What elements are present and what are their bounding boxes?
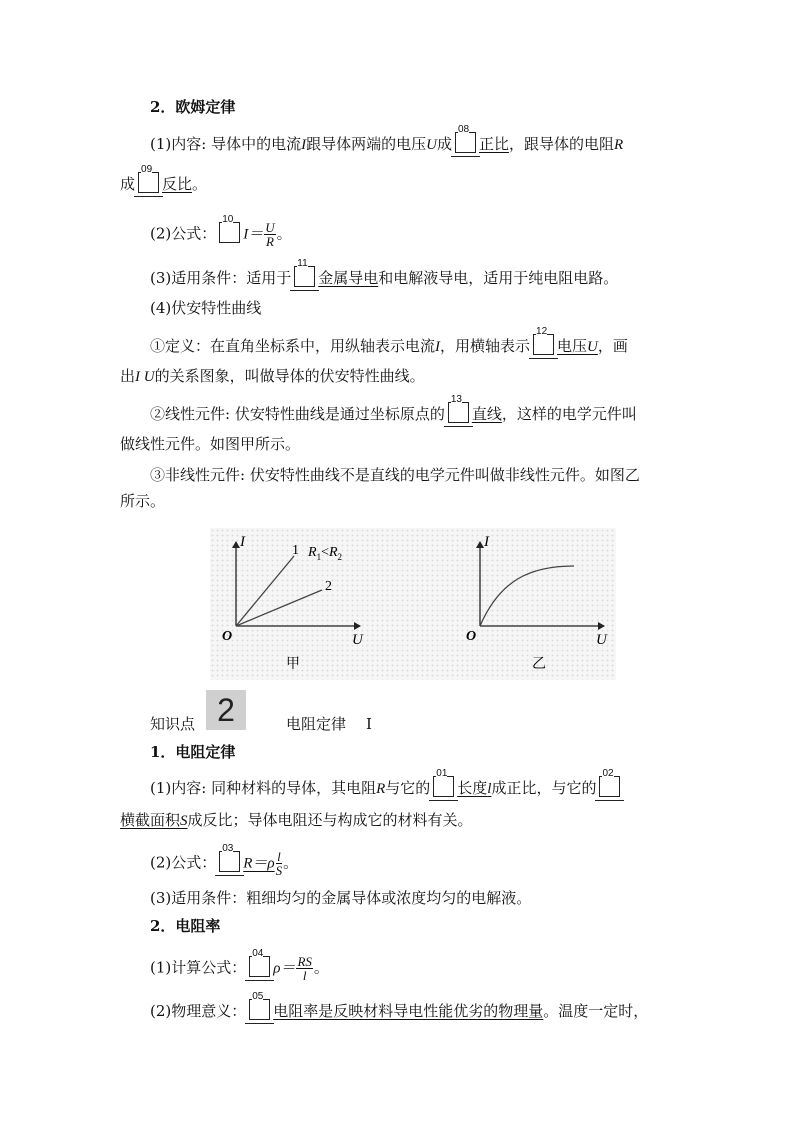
answer-inverse-proportion: 反比 xyxy=(162,175,193,193)
right-nonlinear-curve xyxy=(480,566,574,626)
answer-box-13[interactable]: 13 xyxy=(448,402,469,423)
resistance-formula-fraction: $\frac{l}{S}$ xyxy=(275,849,283,878)
section-heading-resistivity: 2．电阻率 xyxy=(150,917,221,935)
linear-element-line1: ②线性元件: 伏安特性曲线是通过坐标原点的 13 直线，这样的电学元件叫 xyxy=(150,394,637,423)
nonlinear-element-line1: ③非线性元件: 伏安特性曲线不是直线的电学元件叫做非线性元件。如图乙 xyxy=(150,466,640,484)
section-heading-resistance-law: 1．电阻定律 xyxy=(150,743,236,761)
answer-box-11[interactable]: 11 xyxy=(294,266,315,287)
answer-box-12[interactable]: 12 xyxy=(533,334,554,355)
answer-box-05[interactable]: 05 xyxy=(249,999,270,1020)
answer-box-01[interactable]: 01 xyxy=(433,776,454,797)
ohm-content-line1: (1)内容: 导体中的电流I跟导体两端的电压U成 08 正比，跟导体的电阻R xyxy=(150,124,624,153)
left-line-2 xyxy=(236,590,322,626)
resistivity-formula-fraction: $\frac{RS}{l}$ xyxy=(297,954,312,983)
answer-box-02[interactable]: 02 xyxy=(599,776,620,797)
ohm-content-line2: 成 09 反比。 xyxy=(120,164,208,193)
answer-resistivity-meaning: 电阻率是反映材料导电性能优劣的物理量 xyxy=(273,1002,544,1020)
resistance-law-line1: (1)内容: 同种材料的导体，其电阻R与它的 01 长度l成正比，与它的 02 xyxy=(150,776,623,799)
linear-element-line2: 做线性元件。如图甲所示。 xyxy=(120,435,301,453)
knowledge-point-title: 电阻定律 xyxy=(286,715,347,733)
resistivity-meaning-line: (2)物理意义： 05 电阻率是反映材料导电性能优劣的物理量。温度一定时， xyxy=(150,991,649,1020)
answer-box-04[interactable]: 04 xyxy=(249,956,270,977)
answer-length: 长度l xyxy=(457,779,492,797)
left-y-axis-label: I xyxy=(240,534,245,550)
resistance-condition-line: (3)适用条件：粗细均匀的金属导体或浓度均匀的电解液。 xyxy=(150,889,532,907)
answer-voltage: 电压U xyxy=(557,337,598,355)
section-heading-ohms-law: 2．欧姆定律 xyxy=(150,98,236,116)
ohm-formula-line: (2)公式： 10 I＝ $\frac{U}{R}$ 。 xyxy=(150,213,292,249)
left-line-1-label: 1 xyxy=(292,543,299,558)
answer-direct-proportion: 正比 xyxy=(478,135,509,153)
iv-definition-line1: ①定义：在直角坐标系中，用纵轴表示电流I，用横轴表示 12 电压U，画 xyxy=(150,326,628,355)
answer-straight-line: 直线 xyxy=(471,405,502,423)
iv-characteristic-figure xyxy=(210,528,616,680)
answer-box-09[interactable]: 09 xyxy=(138,172,159,193)
left-line-1 xyxy=(236,556,294,626)
left-x-axis-label: U xyxy=(352,632,363,648)
left-graph-caption: 甲 xyxy=(286,656,300,672)
resistance-law-line2: 横截面积S成反比；导体电阻还与构成它的材料有关。 xyxy=(120,811,473,829)
knowledge-point-number: 2 xyxy=(206,690,246,730)
knowledge-point-level: Ⅰ xyxy=(366,715,372,733)
resistance-relation: $R_1<R_2$ xyxy=(308,545,343,562)
answer-box-08[interactable]: 08 xyxy=(455,132,476,153)
answer-box-10[interactable]: 10 xyxy=(219,222,240,243)
right-origin-label: O xyxy=(466,629,477,644)
resistance-formula-line: (2)公式： 03 R＝ρ $\frac{l}{S}$ 。 xyxy=(150,842,299,878)
left-line-2-label: 2 xyxy=(325,579,332,594)
left-origin-label: O xyxy=(222,629,233,644)
right-graph-caption: 乙 xyxy=(532,656,546,672)
right-y-axis-label: I xyxy=(484,534,489,550)
iv-curve-heading: (4)伏安特性曲线 xyxy=(150,299,262,317)
right-x-axis-label: U xyxy=(596,632,607,648)
ohm-formula-fraction: $\frac{U}{R}$ xyxy=(265,220,275,249)
iv-graphs xyxy=(210,528,616,680)
ohm-condition-line: (3)适用条件：适用于 11 金属导电和电解液导电，适用于纯电阻电路。 xyxy=(150,258,619,287)
knowledge-point-prefix: 知识点 xyxy=(150,715,196,733)
answer-cross-section: 横截面积S xyxy=(120,811,188,829)
nonlinear-element-line2: 所示。 xyxy=(120,492,166,510)
answer-box-03[interactable]: 03 xyxy=(219,851,240,872)
answer-metal-conduction: 金属导电 xyxy=(318,269,379,287)
iv-definition-line2: 出I U的关系图象，叫做导体的伏安特性曲线。 xyxy=(120,367,425,385)
resistivity-formula-line: (1)计算公式： 04 ρ＝ $\frac{RS}{l}$ 。 xyxy=(150,947,329,983)
